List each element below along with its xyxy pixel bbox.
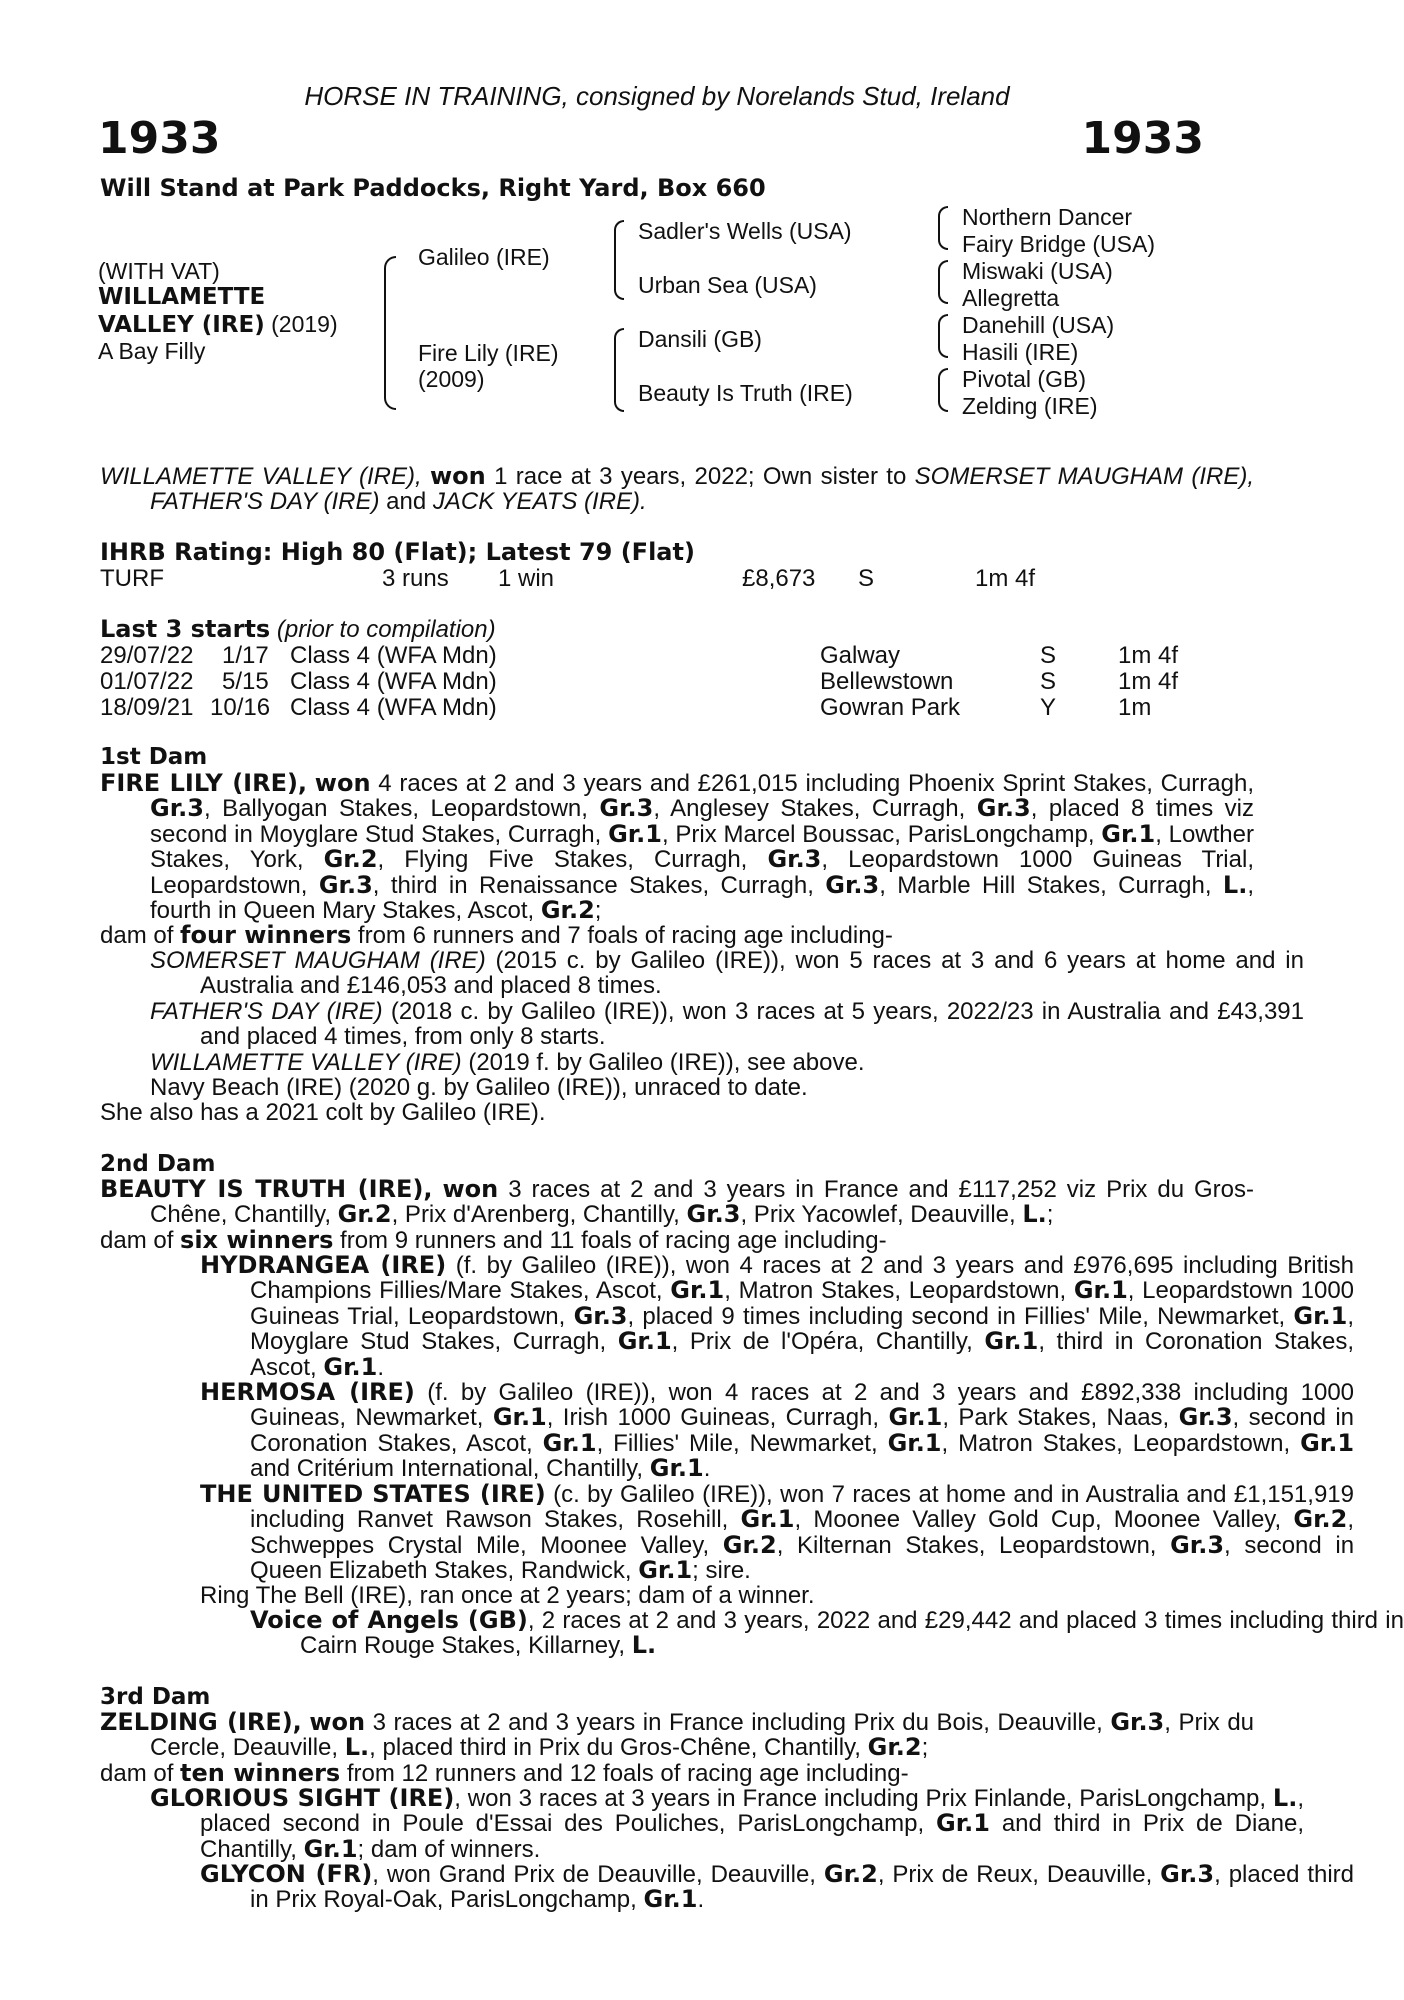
sd-sire: Miswaki (USA) <box>962 258 1113 284</box>
rating-distance: 1m 4f <box>975 565 1036 592</box>
rating-surface: TURF <box>100 565 164 592</box>
start-race: Class 4 (WFA Mdn) <box>290 668 497 695</box>
brace-dam <box>614 328 624 412</box>
produce-entry: THE UNITED STATES (IRE) (c. by Galileo (IRE)), won 7 races at home and in Australia and £1,151,919 including Ranvet Rawson Stakes, Rosehill, Gr.1, Moonee Valley Gold Cup, Moonee Valley, Gr.2, Schweppes Crystal Mile, Moonee Valley, Gr.2, Kilternan Stakes, Leopardstown, Gr.3, second in Queen Elizabeth Stakes, Randwick, Gr.1; sire. <box>200 1480 1355 1585</box>
start-race: Class 4 (WFA Mdn) <box>290 642 497 669</box>
dam: Fire Lily (IRE) <box>418 340 559 366</box>
rating-heading: IHRB Rating: High 80 (Flat); Latest 79 (Flat) <box>100 538 695 566</box>
first-dam-produce-line: dam of four winners from 6 runners and 7 foals of racing age including- <box>100 921 893 949</box>
dd-dam: Zelding (IRE) <box>962 393 1098 419</box>
location-line: Will Stand at Park Paddocks, Right Yard, Box 660 <box>100 174 766 202</box>
start-date: 18/09/21 <box>100 694 194 721</box>
starts-heading: Last 3 starts (prior to compilation) <box>100 615 496 643</box>
start-course: Gowran Park <box>820 694 961 721</box>
produce-entry: SOMERSET MAUGHAM (IRE) (2015 c. by Galileo (IRE)), won 5 races at 3 and 6 years at home and in Australia and £146,053 and placed 8 times. <box>150 947 1304 1000</box>
horse-name-line1: WILLAMETTE <box>98 284 266 310</box>
first-dam-footer: She also has a 2021 colt by Galileo (IRE). <box>100 1099 546 1126</box>
third-dam-heading: 3rd Dam <box>100 1684 211 1710</box>
produce-entry: GLYCON (FR), won Grand Prix de Deauville, Deauville, Gr.2, Prix de Reux, Deauville, Gr.3, placed third in Prix Royal-Oak, ParisLongchamp, Gr.1. <box>200 1860 1355 1914</box>
consignment-line: HORSE IN TRAINING, consigned by Norelands Stud, Ireland <box>304 81 1010 111</box>
start-distance: 1m <box>1118 694 1152 721</box>
second-dam-paragraph: BEAUTY IS TRUTH (IRE), won 3 races at 2 and 3 years in France and £117,252 viz Prix du Gros-Chêne, Chantilly, Gr.2, Prix d'Arenberg, Chantilly, Gr.3, Prix Yacowlef, Deauville, L.; <box>100 1175 1254 1229</box>
third-dam-produce-line: dam of ten winners from 12 runners and 12 foals of racing age including- <box>100 1759 909 1787</box>
brace-gen1 <box>384 256 396 410</box>
produce-entry: GLORIOUS SIGHT (IRE), won 3 races at 3 years in France including Prix Finlande, ParisLongchamp, L., placed second in Poule d'Essai des Pouliches, ParisLongchamp, Gr.1 and third in Prix de Diane, Chantilly, Gr.1; dam of winners. <box>150 1784 1305 1863</box>
third-dam-paragraph: ZELDING (IRE), won 3 races at 2 and 3 years in France including Prix du Bois, Deauville, Gr.3, Prix du Cercle, Deauville, L., placed third in Prix du Gros-Chêne, Chantilly, Gr.2; <box>100 1708 1255 1762</box>
start-distance: 1m 4f <box>1118 668 1179 695</box>
rating-runs: 3 runs <box>382 565 449 592</box>
start-distance: 1m 4f <box>1118 642 1179 669</box>
sire-dam: Urban Sea (USA) <box>638 272 817 298</box>
ss-dam: Fairy Bridge (USA) <box>962 231 1155 257</box>
produce-entry: Ring The Bell (IRE), ran once at 2 years; dam of a winner. <box>200 1582 815 1609</box>
produce-entry: Voice of Angels (GB), 2 races at 2 and 3 years, 2022 and £29,442 and placed 3 times including third in Cairn Rouge Stakes, Killarney, L. <box>250 1606 1404 1660</box>
start-position: 5/15 <box>222 668 269 695</box>
produce-entry: Navy Beach (IRE) (2020 g. by Galileo (IRE)), unraced to date. <box>150 1074 808 1101</box>
lot-number-left: 1933 <box>98 113 221 164</box>
produce-entry: HYDRANGEA (IRE) (f. by Galileo (IRE)), won 4 races at 2 and 3 years and £976,695 including British Champions Fillies/Mare Stakes, Ascot, Gr.1, Matron Stakes, Leopardstown, Gr.1, Leopardstown 1000 Guineas Trial, Leopardstown, Gr.3, placed 9 times including second in Fillies' Mile, Newmarket, Gr.1, Moyglare Stud Stakes, Curragh, Gr.1, Prix de l'Opéra, Chantilly, Gr.1, third in Coronation Stakes, Ascot, Gr.1. <box>200 1251 1355 1381</box>
vat-note: (WITH VAT) <box>98 258 220 284</box>
horse-name-line2: VALLEY (IRE) (2019) <box>98 311 338 338</box>
produce-entry: FATHER'S DAY (IRE) (2018 c. by Galileo (IRE)), won 3 races at 5 years, 2022/23 in Australia and £43,391 and placed 4 times, from only 8 starts. <box>150 998 1305 1051</box>
ds-dam: Hasili (IRE) <box>962 339 1079 365</box>
start-position: 10/16 <box>210 694 271 721</box>
start-course: Bellewstown <box>820 668 954 695</box>
brace-ss <box>938 206 948 250</box>
start-position: 1/17 <box>222 642 269 669</box>
sd-dam: Allegretta <box>962 285 1060 311</box>
second-dam-heading: 2nd Dam <box>100 1151 216 1177</box>
start-going: S <box>1040 668 1057 695</box>
second-dam-produce-line: dam of six winners from 9 runners and 11 foals of racing age including- <box>100 1226 887 1254</box>
rating-earnings: £8,673 <box>742 565 816 592</box>
start-date: 01/07/22 <box>100 668 194 695</box>
start-date: 29/07/22 <box>100 642 194 669</box>
dam-sire: Dansili (GB) <box>638 326 762 352</box>
produce-entry: WILLAMETTE VALLEY (IRE) (2019 f. by Galileo (IRE)), see above. <box>150 1049 865 1076</box>
first-dam-heading: 1st Dam <box>100 744 208 770</box>
dam-dam: Beauty Is Truth (IRE) <box>638 380 853 406</box>
dd-sire: Pivotal (GB) <box>962 366 1086 392</box>
start-course: Galway <box>820 642 901 669</box>
dam-year: (2009) <box>418 366 485 392</box>
brace-sd <box>938 260 948 304</box>
ss-sire: Northern Dancer <box>962 204 1133 230</box>
lot-number-right: 1933 <box>1081 113 1204 164</box>
ds-sire: Danehill (USA) <box>962 312 1115 338</box>
brace-dd <box>938 368 948 412</box>
start-going: S <box>1040 642 1057 669</box>
horse-description: A Bay Filly <box>98 338 206 364</box>
brace-sire <box>614 220 624 300</box>
sire: Galileo (IRE) <box>418 244 550 270</box>
start-race: Class 4 (WFA Mdn) <box>290 694 497 721</box>
sire-sire: Sadler's Wells (USA) <box>638 218 852 244</box>
start-going: Y <box>1040 694 1057 721</box>
rating-wins: 1 win <box>498 565 555 592</box>
brace-ds <box>938 314 948 358</box>
produce-entry: HERMOSA (IRE) (f. by Galileo (IRE)), won 4 races at 2 and 3 years and £892,338 including 1000 Guineas, Newmarket, Gr.1, Irish 1000 Guineas, Curragh, Gr.1, Park Stakes, Naas, Gr.3, second in Coronation Stakes, Ascot, Gr.1, Fillies' Mile, Newmarket, Gr.1, Matron Stakes, Leopardstown, Gr.1 and Critérium International, Chantilly, Gr.1. <box>200 1378 1355 1483</box>
first-dam-paragraph: FIRE LILY (IRE), won 4 races at 2 and 3 years and £261,015 including Phoenix Sprint Stakes, Curragh, Gr.3, Ballyogan Stakes, Leopardstown, Gr.3, Anglesey Stakes, Curragh, Gr.3, placed 8 times viz second in Moyglare Stud Stakes, Curragh, Gr.1, Prix Marcel Boussac, ParisLongchamp, Gr.1, Lowther Stakes, York, Gr.2, Flying Five Stakes, Curragh, Gr.3, Leopardstown 1000 Guineas Trial, Leopardstown, Gr.3, third in Renaissance Stakes, Curragh, Gr.3, Marble Hill Stakes, Curragh, L., fourth in Queen Mary Stakes, Ascot, Gr.2; <box>100 769 1254 925</box>
rating-going: S <box>858 565 875 592</box>
summary-paragraph: WILLAMETTE VALLEY (IRE), won 1 race at 3 years, 2022; Own sister to SOMERSET MAUGHAM (IRE), FATHER'S DAY (IRE) and JACK YEATS (IRE). <box>100 462 1255 515</box>
